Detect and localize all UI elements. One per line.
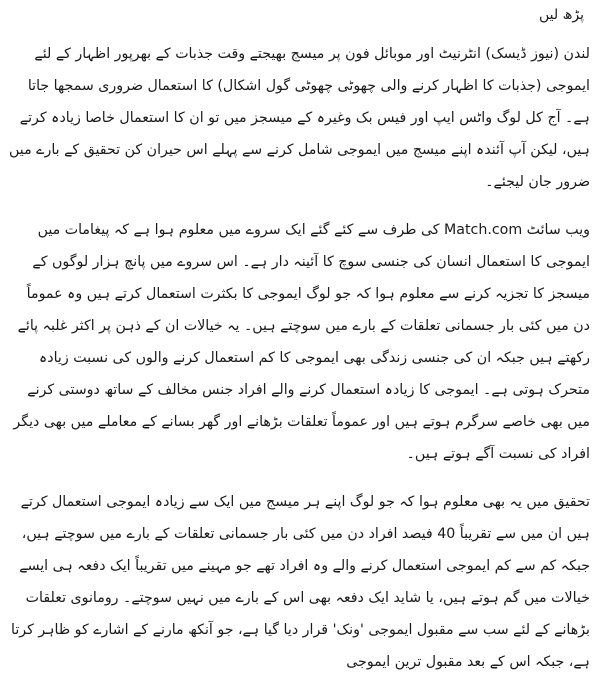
paragraph: لندن (نیوز ڈیسک) انٹرنیٹ اور موبائل فون پر میسج بھیجتے وقت جذبات کے بھرپور اظہار کے لئے ایموجی (جذبات کا اظہار کرنے والی چھوٹی چھوٹی گول اشکال) کا استعمال ضروری سمجھا جاتا ہے۔ آج کل لوگ واٹس ایپ اور فیس بک وغیرہ کے میسجز میں تو ان کا استعمال خاصا زیادہ کرتے ہیں، لیکن آپ آئندہ اپنے میسج میں ایموجی شامل کرنے سے پہلے اس حیران کن تحقیق کے بارے میں ضرور جان لیجئے۔ bbox=[8, 46, 590, 190]
paragraph: تحقیق میں یہ بھی معلوم ہوا کہ جو لوگ اپنے ہر میسج میں ایک سے زیادہ ایموجی استعمال کرتے ہیں ان میں سے تقریباً 40 فیصد افراد دن میں کئی بار جسمانی تعلقات کے بارے میں سوچتے ہیں، جبکہ کم سے کم ایموجی استعمال کرنے والے وہ افراد تھے جو مہینے میں تقریباً ایک دفعہ ہی ایسے خیالات میں گم ہوتے ہیں، یا شاید ایک دفعہ بھی اس کے بارے میں نہیں سوچتے۔ رومانوی تعلقات بڑھانے کے لئے سب سے مقبول ایموجی 'ونک' قرار دیا گیا ہے، جو آنکھ مارنے کے اشارے کو ظاہر کرتا ہے، جبکہ اس کے بعد مقبول ترین ایموجی bbox=[11, 494, 590, 670]
article-header: پڑھ لیں bbox=[539, 7, 584, 23]
paragraph: ویب سائٹ Match.com کی طرف سے کئے گئے ایک سروے میں معلوم ہوا ہے کہ پیغامات میں ایموجی کا استعمال انسان کی جنسی سوچ کا آئینہ دار ہے۔ اس سروے میں پانچ ہزار لوگوں کے میسجز کا تجزیہ کرنے سے معلوم ہوا کہ جو لوگ ایموجی کا بکثرت استعمال کرتے ہیں وہ عموماً دن میں کئی بار جسمانی تعلقات کے بارے میں سوچتے ہیں۔ یہ خیالات ان کے ذہن پر اکثر غلبہ پائے رکھتے ہیں جبکہ ان کی جنسی زندگی بھی ایموجی کا کم استعمال کرنے والوں کی نسبت زیادہ متحرک ہوتی ہے۔ ایموجی کا زیادہ استعمال کرنے والے افراد جنس مخالف کے ساتھ دوستی کرنے میں بھی خاصے سرگرم ہوتے ہیں اور عموماً تعلقات بڑھانے اور گھر بسانے کے معاملے میں بھی دیگر افراد کی نسبت آگے ہوتے ہیں۔ bbox=[13, 222, 590, 462]
article bbox=[8, 0, 590, 670]
